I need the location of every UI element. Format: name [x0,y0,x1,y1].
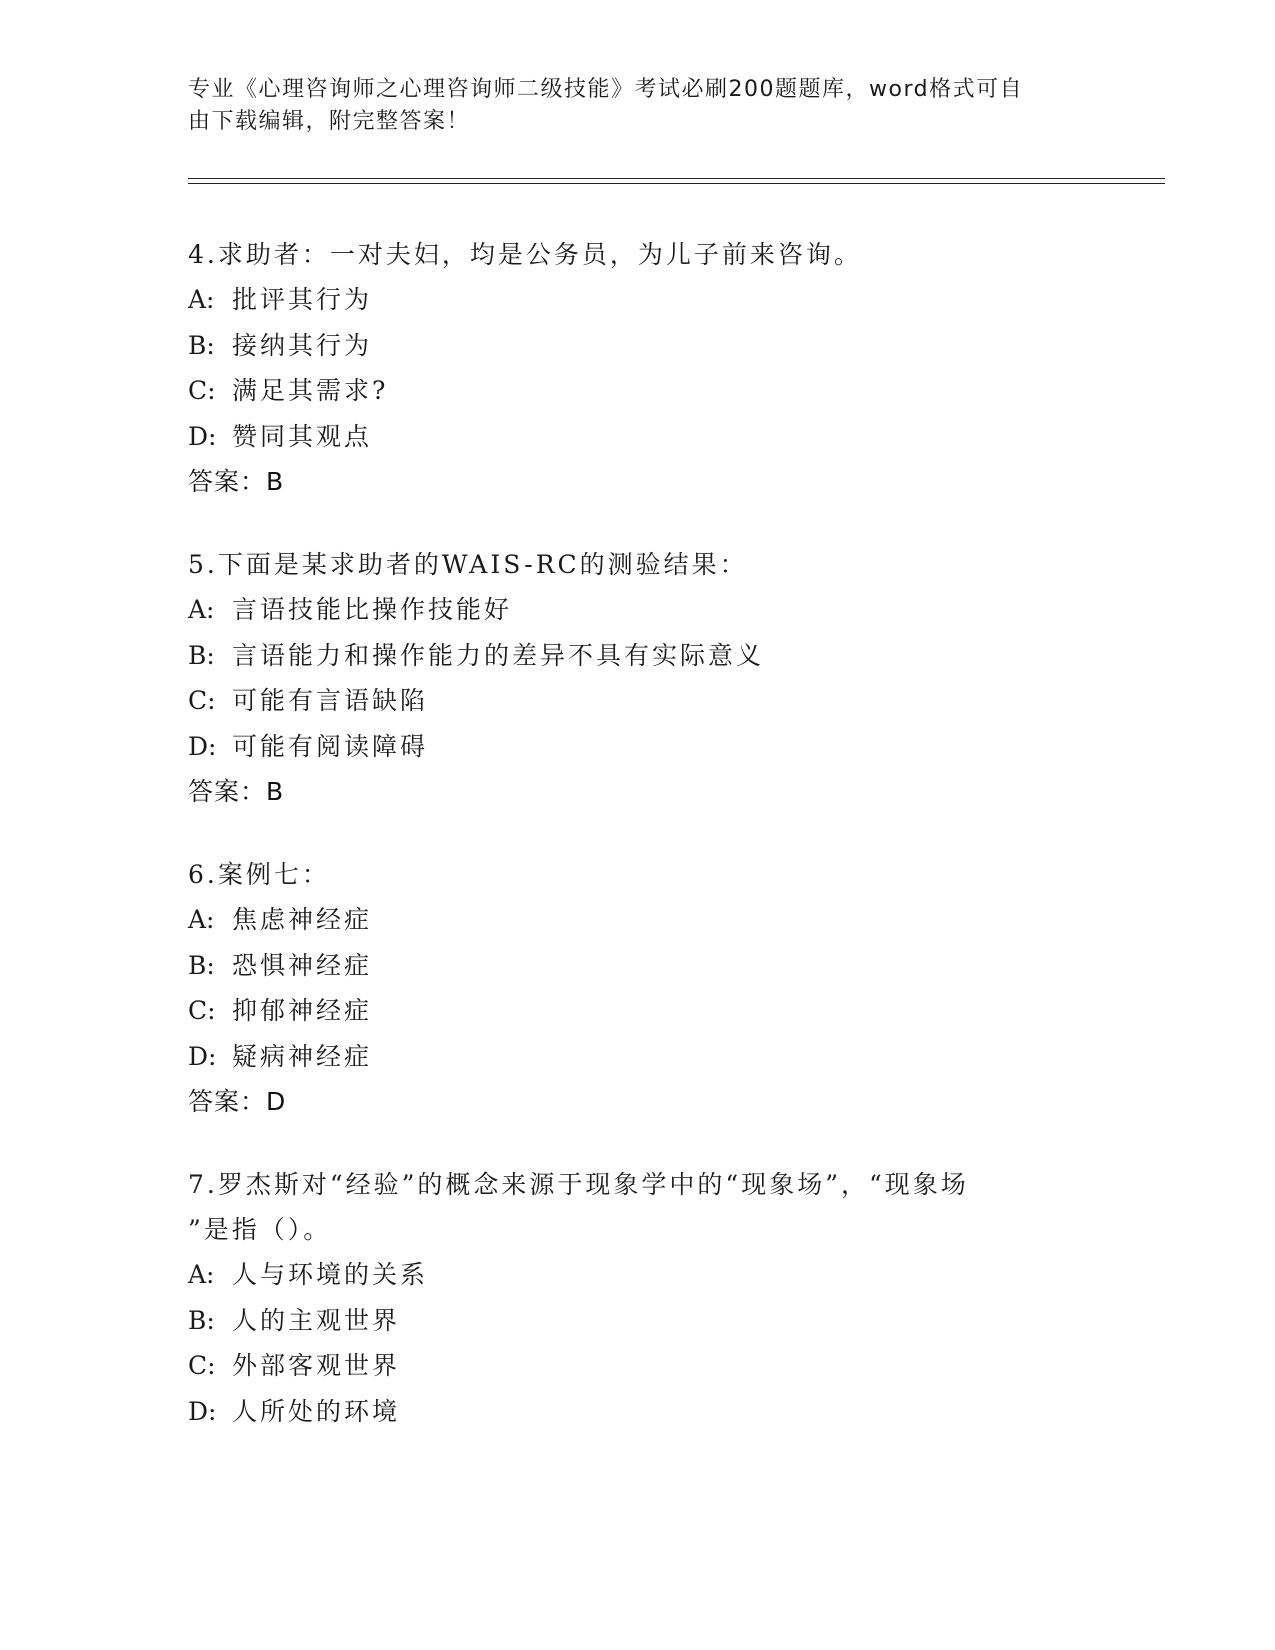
option-d [188,1034,1088,1080]
option-key: A: [188,285,215,314]
header-divider-bottom [188,183,1165,184]
answer-line: 答案：B [188,467,285,496]
option-text: 批评其行为 [232,285,373,314]
option-text: 言语技能比操作技能好 [232,595,513,624]
answer-line: 答案：B [188,777,285,806]
question-stem-line-1: 7.罗杰斯对“经验”的概念来源于现象学中的“现象场”，“现象场 [188,1170,969,1199]
document-header [188,74,1088,138]
question-stem: 6.案例七： [188,860,330,889]
option-text: 可能有阅读障碍 [232,731,429,761]
option-key: C: [188,1351,216,1380]
option-d [188,1389,1088,1435]
option-a [188,1252,1088,1298]
answer-line: 答案：D [188,1087,287,1116]
option-a [188,277,1088,323]
option-key: A: [188,905,215,934]
option-a [188,587,1088,633]
question-item [188,852,1088,1124]
option-c [188,368,1088,414]
question-stem: 4.求助者：一对夫妇，均是公务员，为儿子前来咨询。 [188,240,862,269]
question-item [188,232,1088,504]
question-list [188,232,1088,1472]
option-key: C: [188,376,216,405]
option-text: 恐惧神经症 [232,950,373,980]
option-text: 外部客观世界 [232,1351,401,1380]
option-c [188,988,1088,1034]
option-a [188,897,1088,943]
option-key: B: [188,640,215,670]
option-key: D: [188,731,217,761]
option-key: D: [188,421,217,451]
header-divider-top [188,178,1165,179]
option-text: 人的主观世界 [232,1305,401,1335]
option-text: 接纳其行为 [232,330,373,360]
option-key: D: [188,1396,217,1426]
header-intro-line-2: 由下载编辑，附完整答案！ [188,109,471,134]
option-b [188,943,1088,989]
option-key: B: [188,1305,215,1335]
option-text: 焦虑神经症 [232,905,373,934]
question-item [188,1162,1088,1434]
option-text: 满足其需求? [232,376,389,405]
option-b [188,633,1088,679]
option-b [188,323,1088,369]
option-d [188,724,1088,770]
option-d [188,414,1088,460]
question-stem: 5.下面是某求助者的WAIS-RC的测验结果： [188,550,748,579]
option-key: B: [188,330,215,360]
question-stem-line-2: ”是指（）。 [188,1215,332,1244]
header-intro-line-1: 专业《心理咨询师之心理咨询师二级技能》考试必刷200题题库，word格式可自 [188,77,1024,102]
option-key: B: [188,950,215,980]
option-text: 疑病神经症 [232,1041,373,1071]
option-text: 可能有言语缺陷 [232,686,429,715]
option-key: A: [188,1260,215,1289]
option-key: A: [188,595,215,624]
option-key: C: [188,996,216,1025]
option-text: 抑郁神经症 [232,996,373,1025]
option-text: 人所处的环境 [232,1396,401,1426]
question-item [188,542,1088,814]
option-c [188,1343,1088,1389]
option-key: C: [188,686,216,715]
option-text: 人与环境的关系 [232,1260,429,1289]
option-text: 言语能力和操作能力的差异不具有实际意义 [232,640,765,670]
option-key: D: [188,1041,217,1071]
option-text: 赞同其观点 [232,421,373,451]
option-c [188,678,1088,724]
option-b [188,1298,1088,1344]
